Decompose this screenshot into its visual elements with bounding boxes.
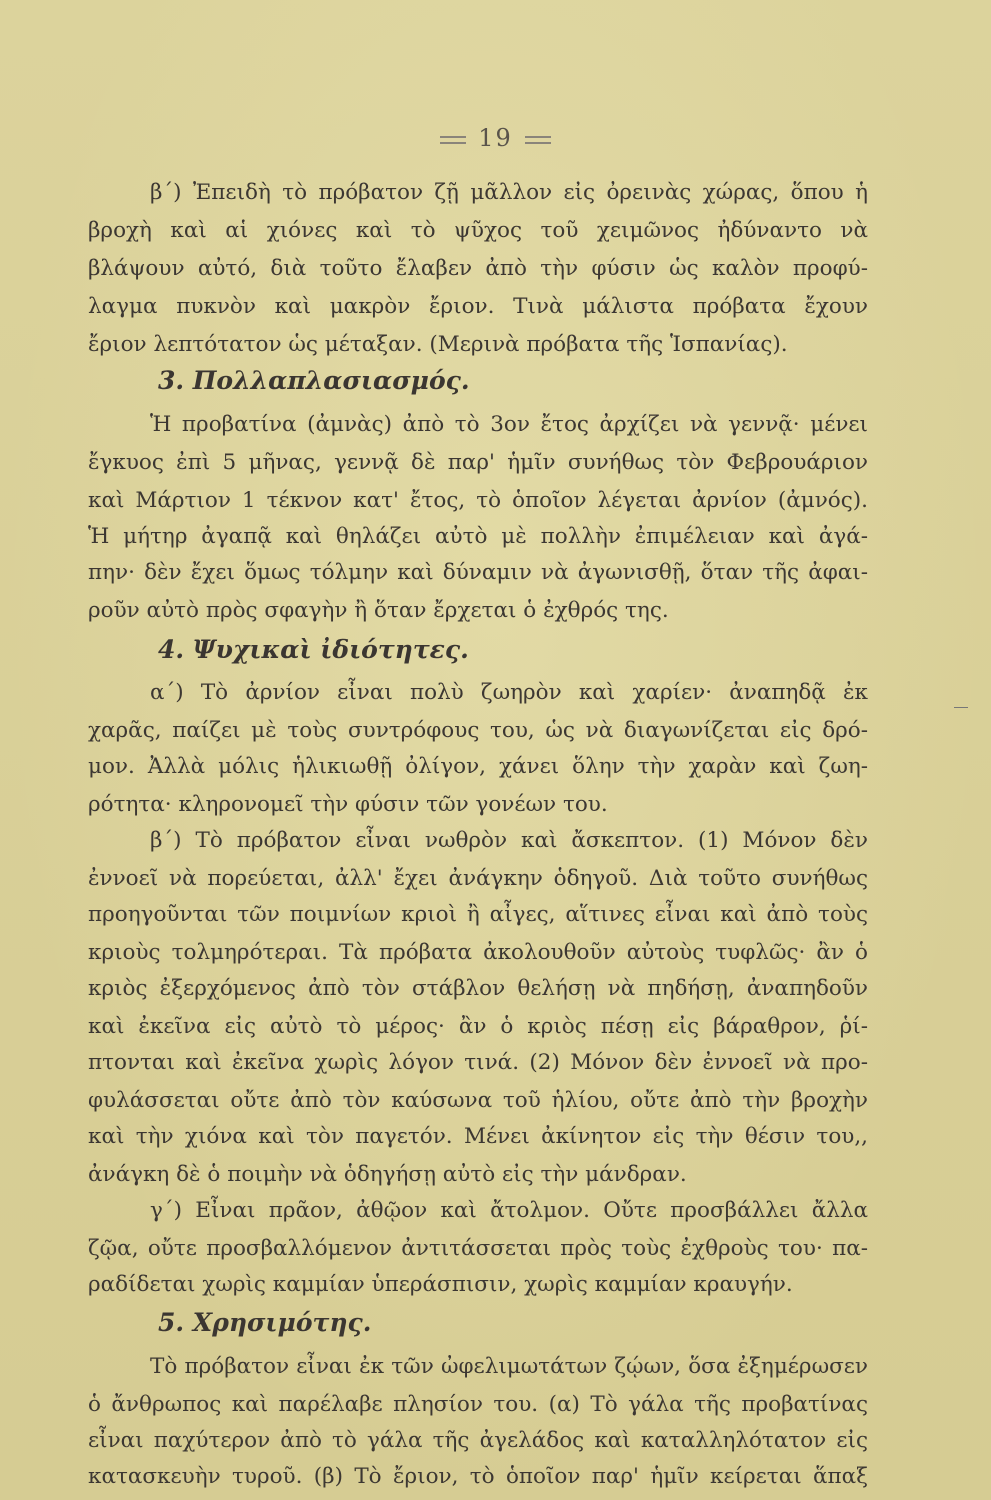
text-line: βροχὴ καὶ αἱ χιόνες καὶ τὸ ψῦχος τοῦ χειμῶνος ἠδύναντο νὰ bbox=[88, 218, 868, 243]
text-line: ἀνάγκη δὲ ὁ ποιμὴν νὰ ὁδηγήσῃ αὐτὸ εἰς τὴν μάνδραν. bbox=[88, 1162, 687, 1187]
text-line: ζῷα, οὔτε προσβαλλόμενον ἀντιτάσσεται πρὸς τοὺς ἐχθροὺς του· πα- bbox=[88, 1236, 868, 1261]
text-line: ροῦν αὐτὸ πρὸς σφαγὴν ἢ ὅταν ἔρχεται ὁ ἐχθρός της. bbox=[88, 598, 669, 623]
text-line: Τὸ πρόβατον εἶναι ἐκ τῶν ὠφελιμωτάτων ζῴων, ὅσα ἐξημέρωσεν bbox=[150, 1354, 868, 1379]
text-line: καὶ ἐκεῖνα εἰς αὐτὸ τὸ μέρος· ἂν ὁ κριὸς πέσῃ εἰς βάραθρον, ῥί- bbox=[88, 1014, 868, 1039]
text-line: καὶ Μάρτιον 1 τέκνον κατ' ἔτος, τὸ ὁποῖον λέγεται ἀρνίον (ἀμνός). bbox=[88, 488, 868, 513]
text-line: κατασκευὴν τυροῦ. (β) Τὸ ἔριον, τὸ ὁποῖον παρ' ἡμῖν κείρεται ἅπαξ bbox=[88, 1464, 868, 1489]
text-line: προηγοῦνται τῶν ποιμνίων κριοὶ ἢ αἶγες, αἵτινες εἶναι καὶ ἀπὸ τοὺς bbox=[88, 902, 868, 927]
text-line: ρότητα· κληρονομεῖ τὴν φύσιν τῶν γονέων του. bbox=[88, 792, 608, 817]
text-line: κριὸς ἐξερχόμενος ἀπὸ τὸν στάβλον θελήσῃ νὰ πηδήσῃ, ἀναπηδοῦν bbox=[88, 976, 868, 1001]
section-heading-5: 5. Χρησιμότης. bbox=[158, 1308, 372, 1337]
page-number-text: 19 bbox=[478, 124, 513, 152]
text-line: Ἡ μήτηρ ἀγαπᾷ καὶ θηλάζει αὐτὸ μὲ πολλὴν ἐπιμέλειαν καὶ ἀγά- bbox=[88, 524, 868, 549]
text-line: καὶ τὴν χιόνα καὶ τὸν παγετόν. Μένει ἀκίνητον εἰς τὴν θέσιν του,, bbox=[88, 1124, 868, 1149]
page-number bbox=[0, 124, 991, 152]
left-rule bbox=[440, 136, 466, 144]
text-line: ὁ ἄνθρωπος καὶ παρέλαβε πλησίον του. (α) Τὸ γάλα τῆς προβατίνας bbox=[88, 1392, 868, 1417]
text-line: β΄) Ἐπειδὴ τὸ πρόβατον ζῇ μᾶλλον εἰς ὀρεινὰς χώρας, ὅπου ἡ bbox=[150, 180, 868, 205]
text-line: χαρᾶς, παίζει μὲ τοὺς συντρόφους του, ὡς νὰ διαγωνίζεται εἰς δρό- bbox=[88, 718, 868, 743]
text-line: λαγμα πυκνὸν καὶ μακρὸν ἔριον. Τινὰ μάλιστα πρόβατα ἔχουν bbox=[88, 294, 868, 319]
section-heading-3: 3. Πολλαπλασιασμός. bbox=[158, 366, 470, 395]
text-line: κριοὺς τολμηρότεραι. Τὰ πρόβατα ἀκολουθοῦν αὐτοὺς τυφλῶς· ἂν ὁ bbox=[88, 940, 868, 965]
text-line: ἐννοεῖ νὰ πορεύεται, ἀλλ' ἔχει ἀνάγκην ὁδηγοῦ. Διὰ τοῦτο συνήθως bbox=[88, 866, 868, 891]
text-line: μον. Ἀλλὰ μόλις ἡλικιωθῇ ὀλίγον, χάνει ὅλην τὴν χαρὰν καὶ ζωη- bbox=[88, 754, 868, 779]
text-line: α΄) Τὸ ἀρνίον εἶναι πολὺ ζωηρὸν καὶ χαρίεν· ἀναπηδᾷ ἐκ bbox=[150, 680, 868, 705]
text-line: ἔγκυος ἐπὶ 5 μῆνας, γεννᾷ δὲ παρ' ἡμῖν συνήθως τὸν Φεβρουάριον bbox=[88, 450, 868, 475]
text-line: πτονται καὶ ἐκεῖνα χωρὶς λόγον τινά. (2) Μόνον δὲν ἐννοεῖ νὰ προ- bbox=[88, 1050, 868, 1075]
text-line: γ΄) Εἶναι πρᾶον, ἀθῷον καὶ ἄτολμον. Οὔτε προσβάλλει ἄλλα bbox=[150, 1198, 868, 1223]
section-heading-4: 4. Ψυχικαὶ ἰδιότητες. bbox=[158, 635, 469, 664]
text-line: βλάψουν αὐτό, διὰ τοῦτο ἔλαβεν ἀπὸ τὴν φύσιν ὡς καλὸν προφύ- bbox=[88, 256, 868, 281]
text-line: φυλάσσεται οὔτε ἀπὸ τὸν καύσωνα τοῦ ἡλίου, οὔτε ἀπὸ τὴν βροχὴν bbox=[88, 1088, 868, 1113]
text-line: πην· δὲν ἔχει ὅμως τόλμην καὶ δύναμιν νὰ ἀγωνισθῇ, ὅταν τῆς ἀφαι- bbox=[88, 560, 868, 585]
text-line: εἶναι παχύτερον ἀπὸ τὸ γάλα τῆς ἀγελάδος καὶ καταλληλότατον εἰς bbox=[88, 1428, 868, 1453]
text-line: Ἡ προβατίνα (ἀμνὰς) ἀπὸ τὸ 3ον ἔτος ἀρχίζει νὰ γεννᾷ· μένει bbox=[150, 412, 868, 437]
text-line: ραδίδεται χωρὶς καμμίαν ὑπεράσπισιν, χωρὶς καμμίαν κραυγήν. bbox=[88, 1272, 793, 1297]
margin-mark bbox=[954, 707, 968, 708]
right-rule bbox=[525, 136, 551, 144]
text-line: β΄) Τὸ πρόβατον εἶναι νωθρὸν καὶ ἄσκεπτον. (1) Μόνον δὲν bbox=[150, 828, 868, 853]
text-line: ἔριον λεπτότατον ὡς μέταξαν. (Μερινὰ πρόβατα τῆς Ἱσπανίας). bbox=[88, 332, 788, 357]
